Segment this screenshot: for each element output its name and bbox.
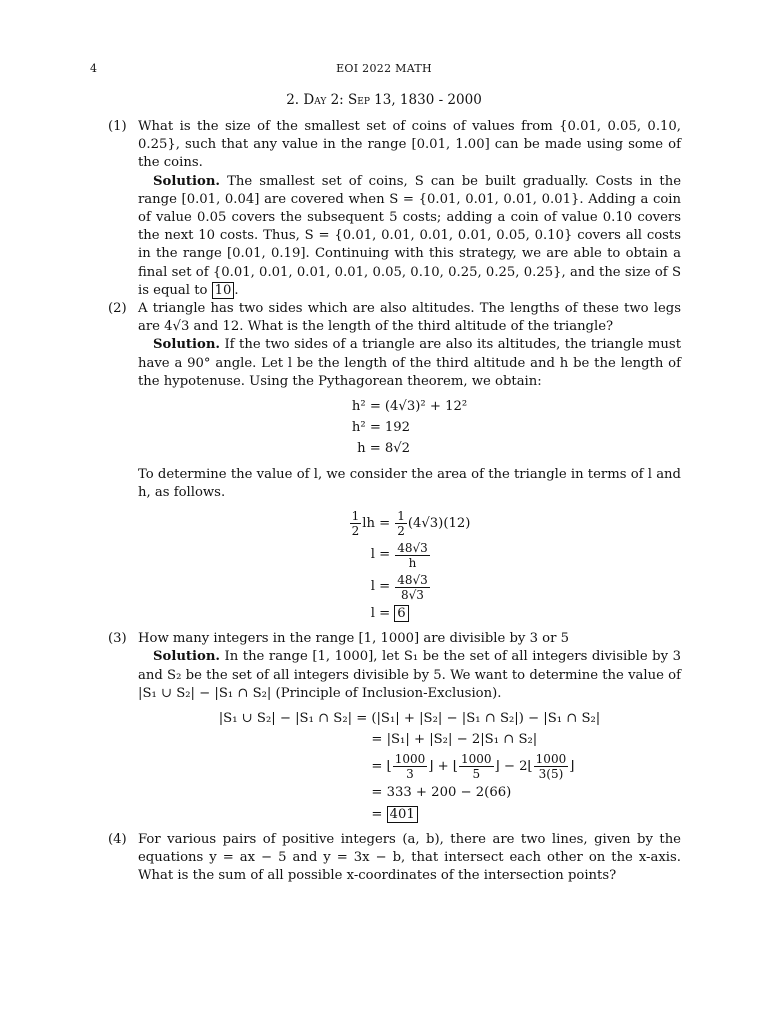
answer-box: 401 xyxy=(387,806,418,823)
solution-label: Solution. xyxy=(153,173,220,189)
problem-question: A triangle has two sides which are also altitudes. The lengths of these two legs are 4√3 and 12. What is the length of the third altitude of the triangle? xyxy=(138,301,681,335)
equation-rhs: = 401 xyxy=(371,806,600,824)
solution-label: Solution. xyxy=(153,337,220,353)
problem-solution xyxy=(138,173,681,300)
solution-text: The smallest set of coins, S can be built gradually. Costs in the range [0.01, 0.04] are covered when S = {0.01, 0.01, 0.01, 0.01}. Adding a coin of value 0.05 covers the subsequent 5 costs; adding a coin of value 0.10 covers the next 10 costs. Thus, S = {0.01, 0.01, 0.01, 0.01, 0.05, 0.10} covers all costs in the range [0.01, 0.19]. Continuing with this strategy, we are able to obtain a final set of {0.01, 0.01, 0.01, 0.01, 0.05, 0.10, 0.25, 0.25, 0.25}, and the size of S is equal to xyxy=(138,173,681,298)
equation-rhs: = 333 + 200 − 2(66) xyxy=(371,785,512,801)
problem-label: (4) xyxy=(108,831,127,847)
problem-solution xyxy=(138,336,681,391)
problem-label: (2) xyxy=(108,301,127,317)
fraction: $\frac{48√3}{h}$ xyxy=(397,541,428,571)
problem-4 xyxy=(108,831,681,886)
problem-question: What is the size of the smallest set of coins of values from {0.01, 0.05, 0.10, 0.25}, such that any value in the range [0.01, 1.00] can be made using some of the coins. xyxy=(138,119,681,171)
sentence-end: . xyxy=(234,282,239,298)
transition-text: To determine the value of l, we consider the area of the triangle in terms of l and h, as follows. xyxy=(138,466,681,500)
equation-rhs xyxy=(394,605,470,623)
equation-rhs: 192 xyxy=(384,420,411,436)
equation-rhs xyxy=(394,541,470,570)
problem-label: (3) xyxy=(108,631,127,647)
problem-solution xyxy=(138,648,681,703)
answer-box: 10 xyxy=(212,282,235,299)
fraction: $\frac{1}{2}$ xyxy=(397,509,405,539)
section-heading xyxy=(0,92,768,108)
problem-label: (1) xyxy=(108,119,127,134)
equation-lhs: h² = xyxy=(351,399,381,415)
problem-3 xyxy=(108,630,681,824)
section-title: Day 2: Sep 13, 1830 - 2000 xyxy=(303,92,482,108)
equation-rhs: (4√3)² + 12² xyxy=(384,399,468,415)
problem-list xyxy=(108,118,681,886)
equation-rhs: $\frac{1}{2}$ (4√3)(12) xyxy=(397,509,471,539)
section-number: 2. xyxy=(286,92,300,108)
solution-text: If the two sides of a triangle are also its altitudes, the triangle must have a 90° angle. Let l be the length of the third altitude and h be the length of the hypotenuse. Using the Pythagorean theorem, we obtain: xyxy=(138,337,681,389)
equation-lhs: l = xyxy=(370,606,391,622)
solution-text: In the range [1, 1000], let S₁ be the set of all integers divisible by 3 and S₂ be the set of all integers divisible by 5. We want to determine the value of |S₁ ∪ S₂| − |S₁ ∩ S₂| (Principle of Inclusion-Exclusion). xyxy=(138,649,681,701)
equation-rhs: 8√2 xyxy=(384,441,411,457)
equation-block-area xyxy=(138,509,681,623)
equation-lhs: h² = xyxy=(351,420,381,436)
problem-2 xyxy=(108,300,681,623)
equation-block-pythagoras xyxy=(138,398,681,459)
problem-question: How many integers in the range [1, 1000] are divisible by 3 or 5 xyxy=(138,631,569,647)
answer-box: 6 xyxy=(394,605,408,622)
equation-block-inclusion-exclusion xyxy=(138,710,681,824)
equation-rhs xyxy=(394,573,470,602)
equation-lhs: l = xyxy=(370,547,391,563)
fraction: $\frac{1}{2}$ xyxy=(351,509,360,539)
fraction: $\frac{1000}{3(5)}$ xyxy=(535,752,567,782)
running-title: EOI 2022 MATH xyxy=(336,62,432,75)
solution-label: Solution. xyxy=(153,649,220,665)
page-number: 4 xyxy=(90,62,97,75)
equation-rhs: (|S₁| + |S₂| − |S₁ ∩ S₂|) − |S₁ ∩ S₂| xyxy=(371,711,601,727)
equation-rhs: = ⌊ $\frac{1000}{3}$ ⌋ + ⌊ $\frac{1000}{5}$ ⌋ − 2⌊ $\frac{1000}{3(5)}$ ⌋ xyxy=(371,752,575,782)
fraction: $\frac{1000}{3}$ xyxy=(394,752,426,782)
problem-1 xyxy=(108,118,681,300)
problem-question: For various pairs of positive integers (a, b), there are two lines, given by the equations y = ax − 5 and y = 3x − b, that intersect each other on the x-axis. What is the sum of all possible x-coordinates of the intersection points? xyxy=(138,831,681,884)
equation-rhs: = |S₁| + |S₂| − 2|S₁ ∩ S₂| xyxy=(371,732,538,748)
equation-lhs: |S₁ ∪ S₂| − |S₁ ∩ S₂| = xyxy=(218,711,368,727)
equation-lhs: h = xyxy=(357,441,381,457)
fraction: $\frac{1000}{5}$ xyxy=(461,752,492,782)
equation-lhs: $\frac{1}{2}$ lh = xyxy=(351,509,391,539)
equation-lhs: l = xyxy=(370,579,391,595)
fraction: $\frac{48√3}{8√3}$ xyxy=(397,573,428,603)
